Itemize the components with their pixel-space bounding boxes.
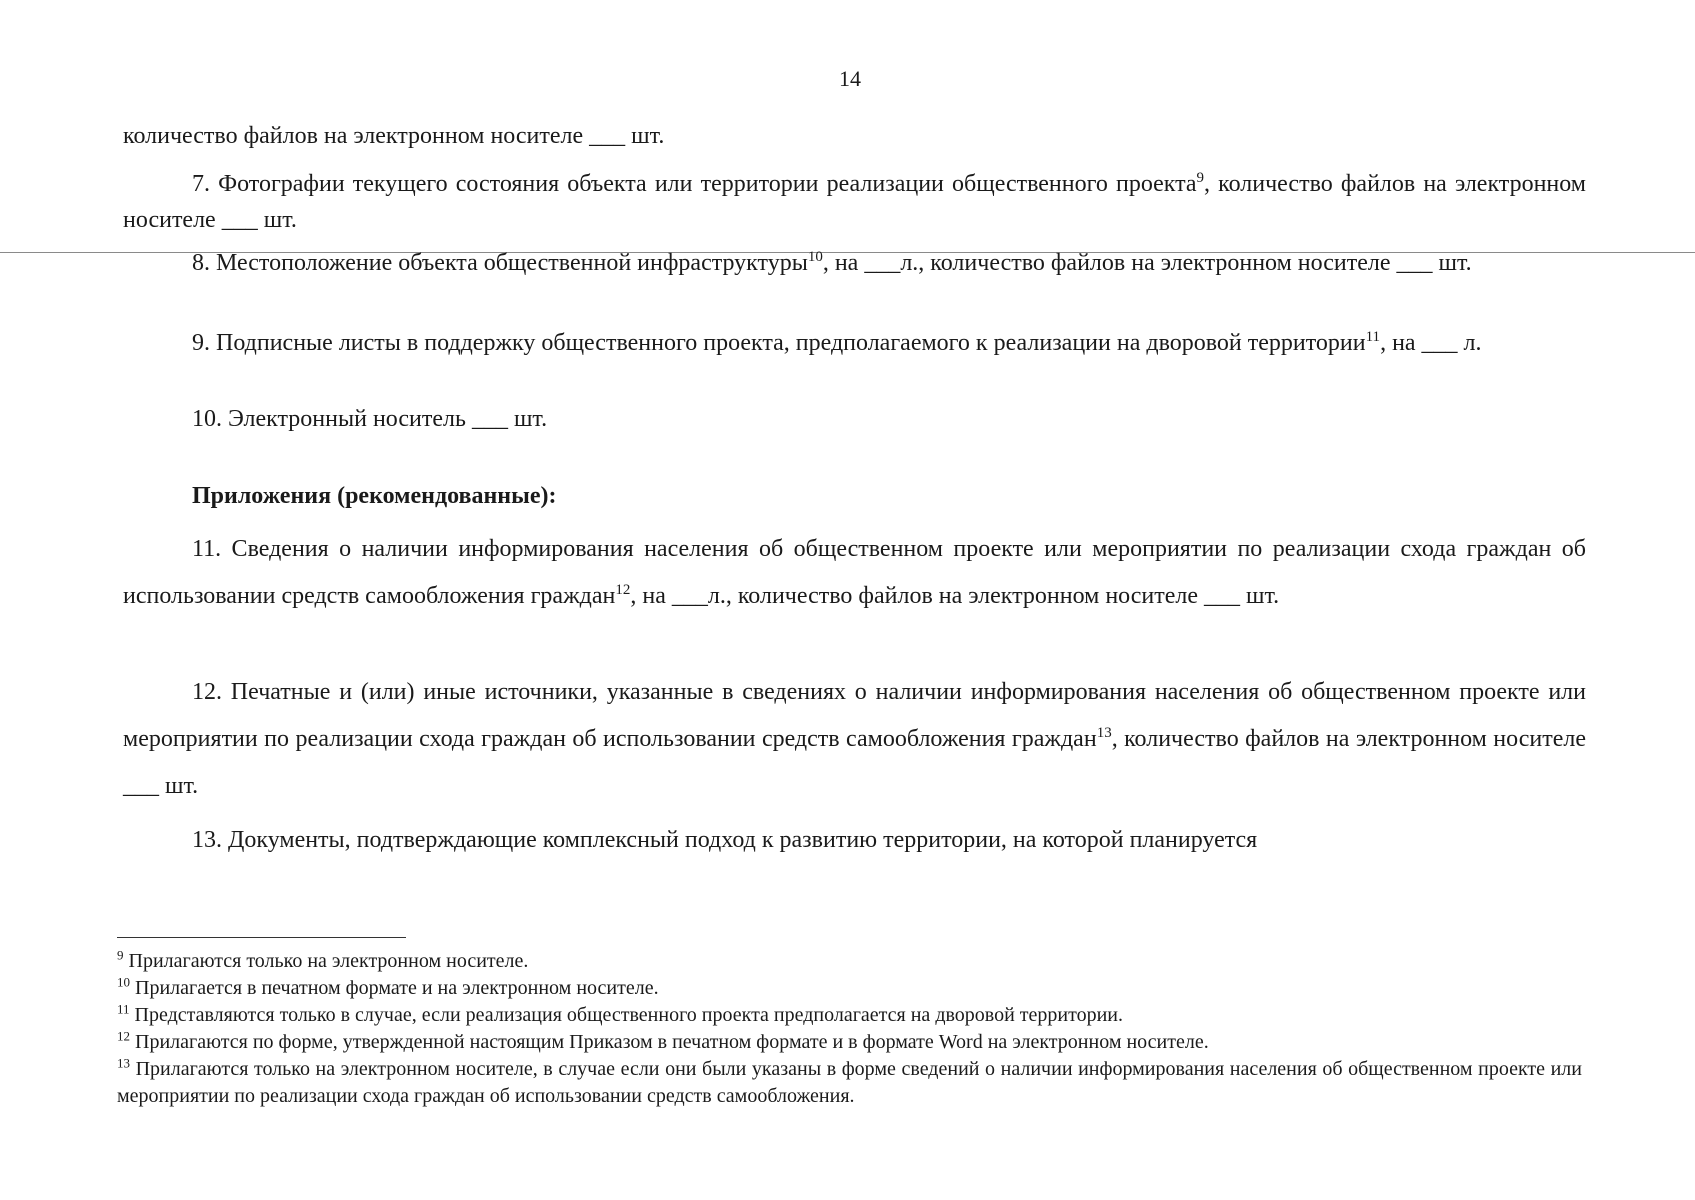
footnote-ref-9: 9 xyxy=(1196,170,1205,186)
footnote-ref-13: 13 xyxy=(1096,725,1112,741)
page-number: 14 xyxy=(839,66,861,91)
paragraph-13: 13. Документы, подтверждающие комплексный подход к развитию территории, на которой планируется xyxy=(192,827,1258,853)
footnote-separator xyxy=(117,937,406,938)
footnote-ref-10: 10 xyxy=(807,249,823,265)
footnote-ref-11: 11 xyxy=(1365,329,1381,345)
paragraph-7: 7. Фотографии текущего состояния объекта или территории реализации общественного проекта$^9$, количество файлов на электронном носителе ___ шт. xyxy=(123,170,1586,233)
paragraph-12: 12. Печатные и (или) иные источники, указанные в сведениях о наличии информирования населения об общественном проекте или мероприятии по реализации схода граждан об использовании средств самообложения граждан$^{13}$, количество файлов на электронном носителе ___ шт. xyxy=(123,679,1586,799)
footnote-11: $^{11}$ Представляются только в случае, если реализация общественного проекта предполагается на дворовой территории. xyxy=(117,1001,1124,1026)
paragraph-8: 8. Местоположение объекта общественной инфраструктуры$^{10}$, на ___л., количество файлов на электронном носителе ___ шт. xyxy=(192,249,1472,276)
footnotes xyxy=(117,948,1582,1110)
paragraph-11: 11. Сведения о наличии информирования населения об общественном проекте или мероприятии по реализации схода граждан об использовании средств самообложения граждан$^{12}$, на ___л., количество файлов на электронном носителе ___ шт. xyxy=(123,536,1586,609)
paragraph-10: 10. Электронный носитель ___ шт. xyxy=(192,406,548,432)
footnote-12: $^{12}$ Прилагаются по форме, утвержденной настоящим Приказом в печатном формате и в формате Word на электронном носителе. xyxy=(117,1028,1209,1053)
paragraph-6-continuation: количество файлов на электронном носителе ___ шт. xyxy=(123,123,665,149)
footnote-13: $^{13}$ Прилагаются только на электронном носителе, в случае если они были указаны в форме сведений о наличии информирования населения об общественном проекте или мероприятии по реализации схода граждан об использовании средств самообложения. xyxy=(117,1055,1582,1107)
footnote-10: $^{10}$ Прилагается в печатном формате и на электронном носителе. xyxy=(117,974,659,999)
appendix-heading: Приложения (рекомендованные): xyxy=(192,483,557,509)
footnote-9: $^9$ Прилагаются только на электронном носителе. xyxy=(117,947,529,972)
paragraph-9: 9. Подписные листы в поддержку общественного проекта, предполагаемого к реализации на дворовой территории$^{11}$, на ___ л. xyxy=(192,329,1482,356)
footnote-ref-12: 12 xyxy=(615,582,631,598)
